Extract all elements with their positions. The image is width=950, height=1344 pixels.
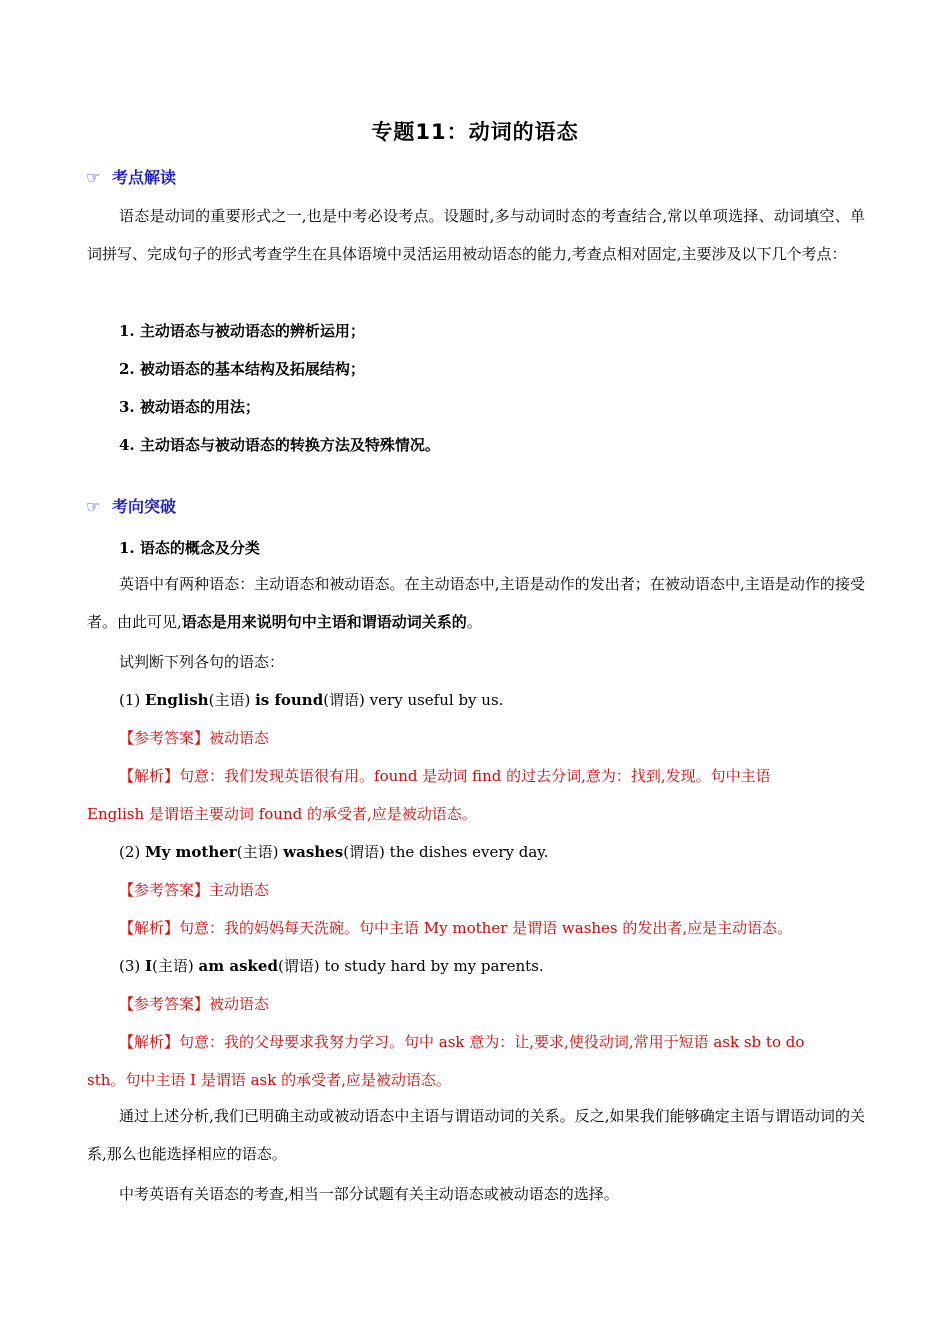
subheading: 1. 语态的概念及分类 (119, 539, 260, 557)
explanation-1: 【解析】句意：我们发现英语很有用。found 是动词 find 的过去分词,意为：找到,发现。句中主语 (119, 767, 771, 785)
section-heading-exam-points (86, 165, 176, 188)
intro-paragraph: 语态是动词的重要形式之一,也是中考必设考点。设题时,多与动词时态的考查结合,常以单项选择、动词填空、单词拼写、完成句子的形式考查学生在具体语境中灵活运用被动语态的能力,考查点相对固定,主要涉及以下几个考点： (87, 207, 865, 263)
point-item: 1. 主动语态与被动语态的辨析运用； (119, 322, 365, 340)
point-item: 4. 主动语态与被动语态的转换方法及特殊情况。 (119, 436, 440, 454)
explanation-3: 【解析】句意：我的父母要求我努力学习。句中 ask 意为：让,要求,使役动词,常用于短语 ask sb to do (119, 1033, 805, 1051)
key-point: 语态是用来说明句中主语和谓语动词关系的 (181, 613, 467, 631)
example-sentence-1: (1) English(主语) is found(谓语) very useful by us. (119, 691, 504, 709)
answer-3: 【参考答案】被动语态 (119, 995, 270, 1013)
section-heading-text: 考点解读 (112, 168, 177, 187)
summary-paragraph: 通过上述分析,我们已明确主动或被动语态中主语与谓语动词的关系。反之,如果我们能够确定主语与谓语动词的关系,那么也能选择相应的语态。 (87, 1107, 865, 1163)
page-title: 专题11：动词的语态 (371, 120, 579, 144)
point-item: 2. 被动语态的基本结构及拓展结构； (119, 360, 365, 378)
explanation-1-cont: English 是谓语主要动词 found 的承受者,应是被动语态。 (87, 805, 477, 823)
example-sentence-3: (3) I(主语) am asked(谓语) to study hard by my parents. (119, 957, 544, 975)
answer-1: 【参考答案】被动语态 (119, 729, 270, 747)
explanation-2: 【解析】句意：我的妈妈每天洗碗。句中主语 My mother 是谓语 washes 的发出者,应是主动语态。 (119, 919, 793, 937)
instruction: 试判断下列各句的语态： (119, 653, 285, 671)
pointing-hand-icon: ☞ (86, 497, 101, 516)
section-heading-breakthrough (86, 494, 176, 517)
answer-2: 【参考答案】主动语态 (119, 881, 270, 899)
section-heading-text: 考向突破 (112, 497, 177, 516)
pointing-hand-icon: ☞ (86, 168, 101, 187)
closing-line: 中考英语有关语态的考查,相当一部分试题有关主动语态或被动语态的选择。 (119, 1185, 619, 1203)
concept-paragraph: 英语中有两种语态：主动语态和被动语态。在主动语态中,主语是动作的发出者；在被动语态中,主语是动作的接受者。由此可见,语态是用来说明句中主语和谓语动词关系的。 (87, 575, 865, 631)
point-item: 3. 被动语态的用法； (119, 398, 260, 416)
example-sentence-2: (2) My mother(主语) washes(谓语) the dishes every day. (119, 843, 549, 861)
explanation-3-cont: sth。句中主语 I 是谓语 ask 的承受者,应是被动语态。 (87, 1071, 451, 1089)
